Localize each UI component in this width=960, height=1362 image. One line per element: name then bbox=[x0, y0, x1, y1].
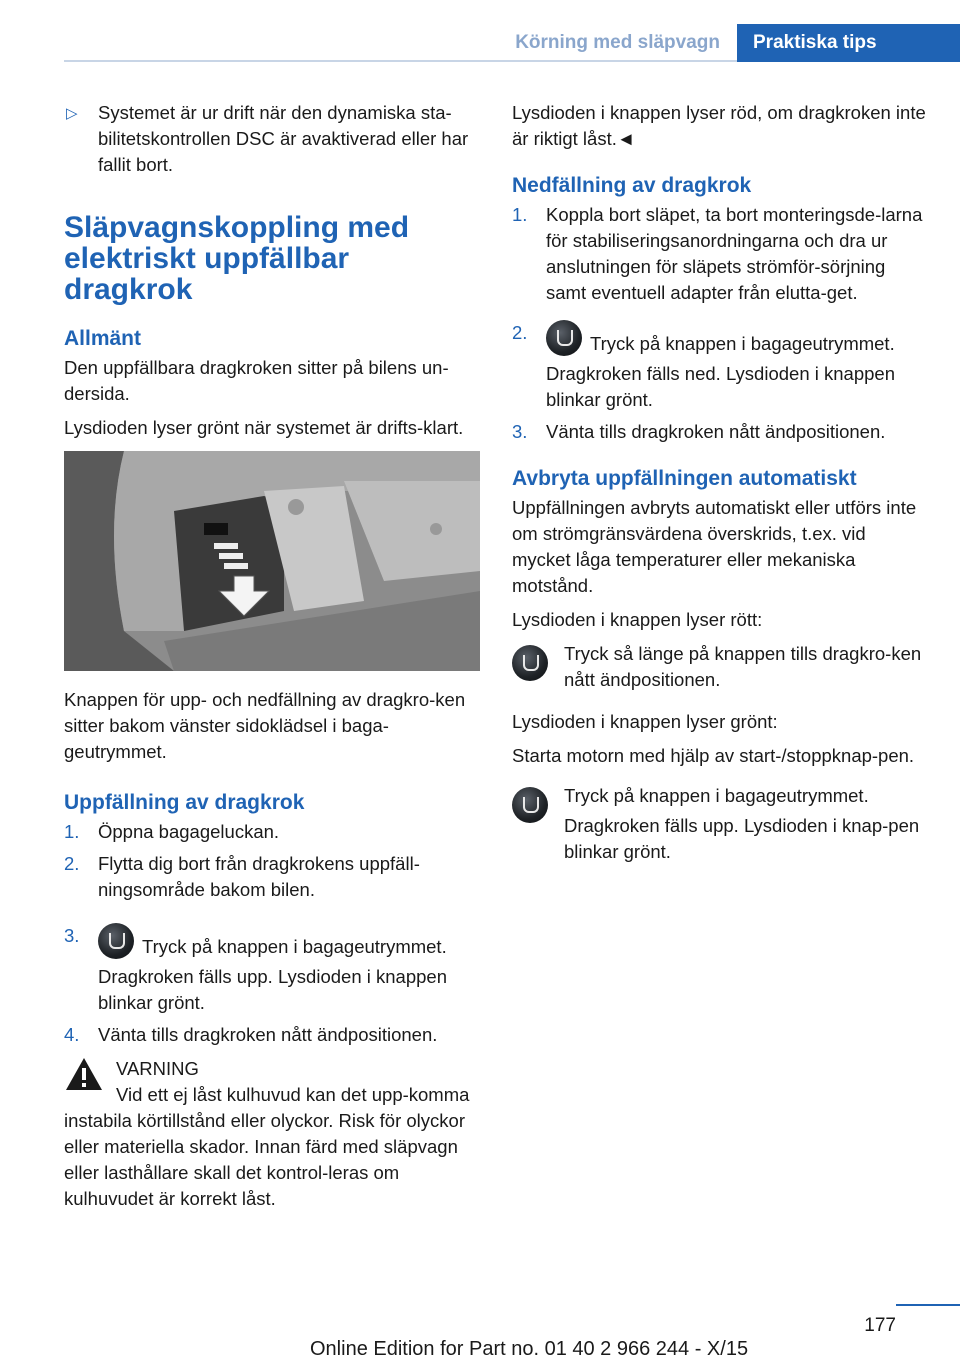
triangle-bullet-icon: ▷ bbox=[66, 105, 78, 122]
step-text: Vänta tills dragkroken nått ändpositionen. bbox=[98, 1024, 438, 1045]
trunk-illustration bbox=[64, 451, 480, 671]
step-subtext: Dragkroken fälls upp. Lysdioden i knappen blinkar grönt. bbox=[98, 966, 447, 1013]
paragraph: Uppfällningen avbryts automatiskt eller utförs inte om strömgränsvärdena överskrids, t.ex. vid mycket låga temperaturer eller mekaniska motstånd. bbox=[512, 497, 917, 596]
step-subtext: Dragkroken fälls ned. Lysdioden i knappen blinkar grönt. bbox=[546, 363, 895, 410]
paragraph: Lysdioden i knappen lyser grönt: bbox=[512, 711, 778, 732]
step-item bbox=[64, 851, 480, 903]
photo-caption: Knappen för upp- och nedfällning av dragkro-ken sitter bakom vänster sidoklädsel i baga-geutrymmet. bbox=[64, 689, 466, 762]
tow-hitch-button-icon bbox=[98, 923, 134, 959]
left-column bbox=[64, 100, 480, 1212]
paragraph: Starta motorn med hjälp av start-/stoppknap-pen. bbox=[512, 745, 915, 766]
step-text: Öppna bagageluckan. bbox=[98, 821, 280, 842]
step-item bbox=[64, 923, 480, 1016]
note-red bbox=[512, 641, 928, 693]
heading-general: Allmänt bbox=[64, 327, 142, 350]
step-number: 1. bbox=[512, 204, 528, 225]
paragraph: Den uppfällbara dragkroken sitter på bilens un-dersida. bbox=[64, 357, 449, 404]
note-green bbox=[512, 783, 928, 865]
header-section-title: Körning med släpvagn bbox=[515, 32, 720, 53]
note-text: Tryck så länge på knappen tills dragkro-ken nått ändpositionen. bbox=[564, 643, 922, 690]
footer-edition: Online Edition for Part no. 01 40 2 966 244 - X/15 bbox=[310, 1338, 749, 1360]
header-chapter-tab: Praktiska tips bbox=[737, 24, 960, 62]
step-item bbox=[512, 419, 928, 445]
paragraph: Lysdioden i knappen lyser röd, om dragkroken inte är riktigt låst.◄ bbox=[512, 102, 926, 149]
note-text: Dragkroken fälls upp. Lysdioden i knap-pen blinkar grönt. bbox=[564, 815, 920, 862]
bullet-text: Systemet är ur drift när den dynamiska sta-bilitetskontrollen DSC är avaktiverad eller har fallit bort. bbox=[98, 102, 469, 175]
paragraph: Lysdioden lyser grönt när systemet är drifts-klart. bbox=[64, 417, 464, 438]
step-number: 3. bbox=[64, 925, 80, 946]
step-number: 2. bbox=[64, 853, 80, 874]
heading-abort: Avbryta uppfällningen automatiskt bbox=[512, 467, 857, 490]
trunk-photo bbox=[64, 451, 480, 671]
step-text: Koppla bort släpet, ta bort monteringsde-larna för stabiliseringsanordningarna och dra ur anslutningen för släpets strömför-sörjning samt eventuell adapter från elutta-get. bbox=[546, 204, 923, 303]
step-number: 1. bbox=[64, 821, 80, 842]
step-number: 3. bbox=[512, 421, 528, 442]
heading-fold-up: Uppfällning av dragkrok bbox=[64, 791, 305, 814]
step-text: Flytta dig bort från dragkrokens uppfäll-ningsområde bakom bilen. bbox=[98, 853, 420, 900]
note-text: Tryck på knappen i bagageutrymmet. bbox=[564, 785, 869, 806]
warning-title: VARNING bbox=[116, 1058, 199, 1079]
right-column bbox=[512, 100, 928, 871]
bullet-item bbox=[64, 100, 480, 178]
footer-rule bbox=[896, 1304, 960, 1306]
warning-icon bbox=[64, 1056, 104, 1092]
warning-text: Vid ett ej låst kulhuvud kan det upp-komma instabila körtillstånd eller olyckor. Risk för olyckor eller materiella skador. Innan färd med släpvagn eller lasthållare skall det kontrol-leras om kulhuvudet är korrekt låst. bbox=[64, 1084, 470, 1209]
tow-hitch-button-icon bbox=[512, 645, 548, 681]
step-text: Tryck på knappen i bagageutrymmet. bbox=[590, 333, 895, 354]
tow-hitch-button-icon bbox=[512, 787, 548, 823]
step-text: Vänta tills dragkroken nått ändpositionen. bbox=[546, 421, 886, 442]
warning-block bbox=[64, 1056, 480, 1212]
page-number: 177 bbox=[864, 1315, 896, 1336]
heading-fold-down: Nedfällning av dragkrok bbox=[512, 174, 752, 197]
paragraph: Lysdioden i knappen lyser rött: bbox=[512, 609, 763, 630]
page-heading: Släpvagnskoppling med elektriskt uppfällbar dragkrok bbox=[64, 211, 410, 306]
step-number: 4. bbox=[64, 1024, 80, 1045]
step-item bbox=[64, 819, 480, 845]
step-item bbox=[512, 320, 928, 413]
step-number: 2. bbox=[512, 322, 528, 343]
step-text: Tryck på knappen i bagageutrymmet. bbox=[142, 936, 447, 957]
step-item bbox=[512, 202, 928, 306]
step-item bbox=[64, 1022, 480, 1048]
tow-hitch-button-icon bbox=[546, 320, 582, 356]
